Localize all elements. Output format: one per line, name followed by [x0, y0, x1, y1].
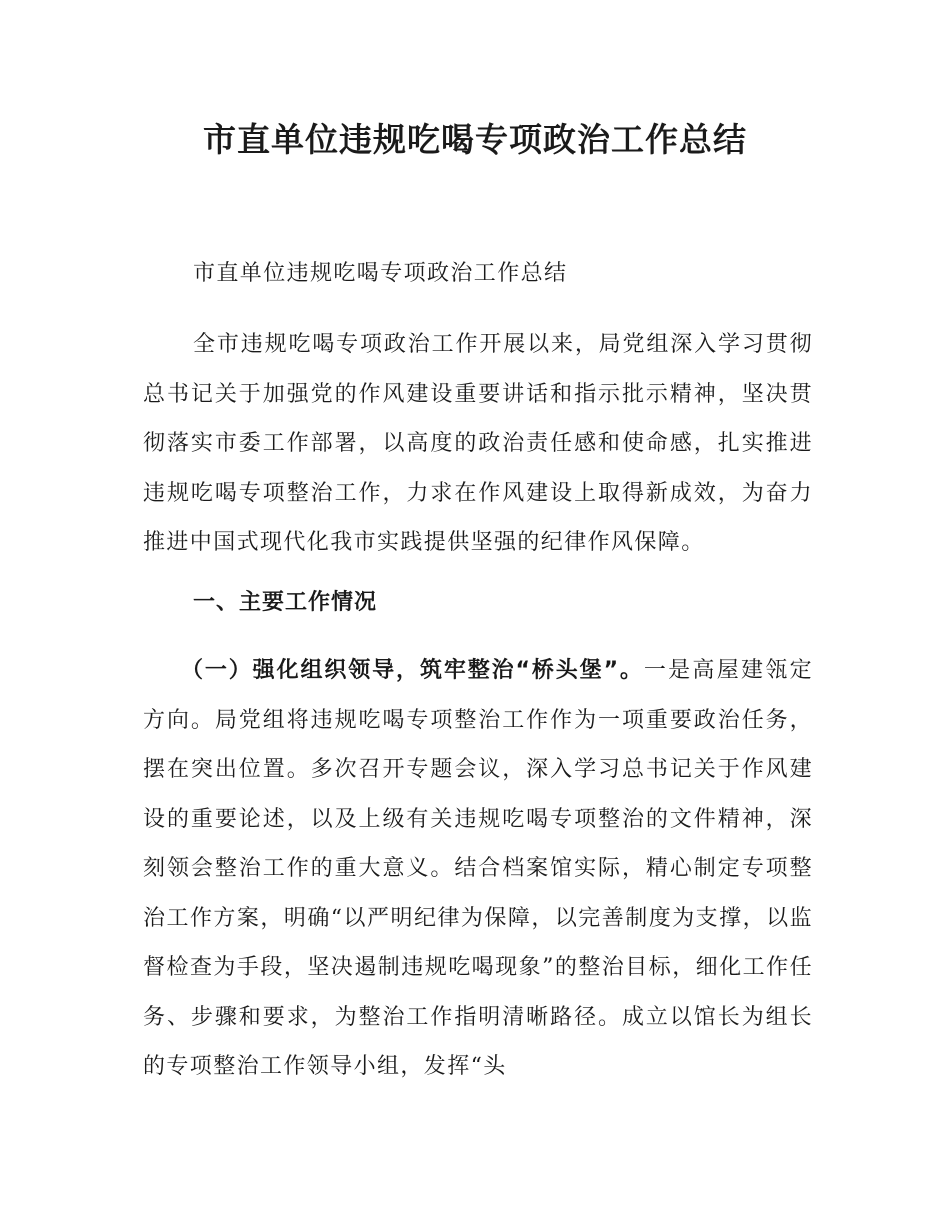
paragraph-body-text: 一是高屋建瓴定方向。局党组将违规吃喝专项整治工作作为一项重要政治任务，摆在突出位置。多次召开专题会议，深入学习总书记关于作风建设的重要论述，以及上级有关违规吃喝专项整治的文件精神，深刻领会整治工作的重大意义。结合档案馆实际，精心制定专项整治工作方案，明确“以严明纪律为保障，以完善制度为支撑，以监督检查为手段，坚决遏制违规吃喝现象”的整治目标，细化工作任务、步骤和要求，为整治工作指明清晰路径。成立以馆长为组长的专项整治工作领导小组，发挥“头	[143, 658, 813, 1079]
section-heading: 一、主要工作情况	[193, 590, 378, 615]
document-subtitle: 市直单位违规吃喝专项政治工作总结	[193, 261, 568, 286]
body-paragraph	[143, 646, 813, 1092]
intro-paragraph: 全市违规吃喝专项政治工作开展以来，局党组深入学习贯彻总书记关于加强党的作风建设重要讲话和指示批示精神，坚决贯彻落实市委工作部署，以高度的政治责任感和使命感，扎实推进违规吃喝专项整治工作，力求在作风建设上取得新成效，为奋力推进中国式现代化我市实践提供坚强的纪律作风保障。	[143, 332, 813, 555]
document-title: 市直单位违规吃喝专项政治工作总结	[203, 120, 747, 159]
paragraph-lead-heading: （一）强化组织领导，筑牢整治“桥头堡”。	[181, 658, 644, 683]
